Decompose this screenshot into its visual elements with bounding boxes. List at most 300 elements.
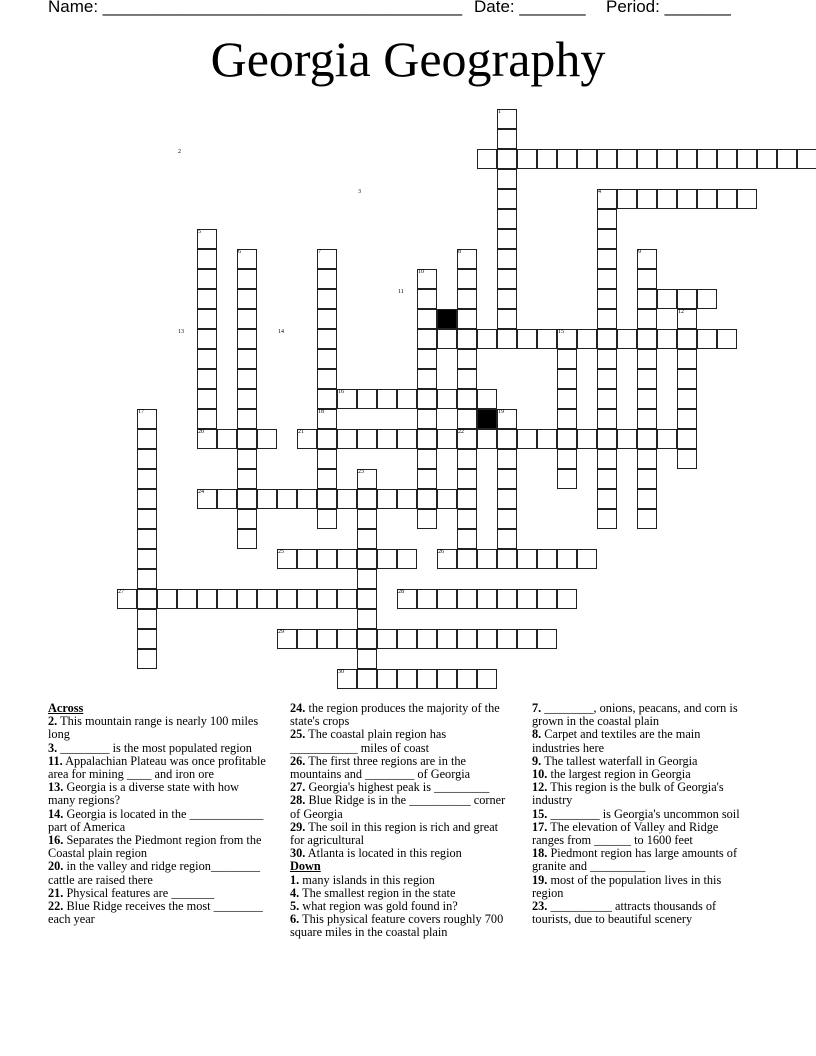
clue-text: Georgia is located in the ____________ part of America [48,806,264,834]
grid-cell[interactable] [417,389,437,409]
grid-cell[interactable] [417,289,437,309]
clue-label: 7. [532,701,542,715]
grid-cell[interactable] [417,469,437,489]
grid-cell[interactable] [517,629,537,649]
clue-label: 5. [290,899,300,914]
period-field[interactable]: Period: _______ [606,0,731,16]
grid-cell[interactable] [197,369,217,389]
grid-cell[interactable] [357,669,377,689]
grid-cell[interactable] [317,469,337,489]
clue-text: ________ is Georgia's uncommon soil [547,806,740,821]
grid-cell[interactable] [417,309,437,329]
black-cell [437,309,457,329]
clue [532,702,750,728]
grid-cell[interactable] [597,229,617,249]
grid-cell[interactable] [597,309,617,329]
grid-cell[interactable] [357,569,377,589]
grid-cell[interactable] [437,329,457,349]
grid-cell[interactable] [477,389,497,409]
grid-cell[interactable] [477,589,497,609]
grid-cell[interactable] [337,549,357,569]
grid-cell[interactable] [697,189,717,209]
grid-cell[interactable] [577,149,597,169]
grid-cell[interactable] [557,469,577,489]
black-cell [477,409,497,429]
grid-cell[interactable] [137,569,157,589]
clue-number: 24 [198,489,204,495]
grid-cell[interactable] [457,409,477,429]
grid-cell[interactable] [197,589,217,609]
grid-cell[interactable] [737,149,757,169]
grid-cell[interactable] [457,669,477,689]
grid-cell[interactable] [197,409,217,429]
grid-cell[interactable] [637,489,657,509]
clue-text: Blue Ridge is in the __________ corner of Georgia [290,793,506,821]
grid-cell[interactable] [557,149,577,169]
grid-cell[interactable] [497,289,517,309]
grid-cell[interactable] [537,589,557,609]
grid-cell[interactable] [677,149,697,169]
grid-cell[interactable] [517,549,537,569]
grid-cell[interactable] [497,189,517,209]
grid-cell[interactable] [317,509,337,529]
grid-cell[interactable] [497,489,517,509]
grid-cell[interactable] [457,389,477,409]
grid-cell[interactable] [177,589,197,609]
grid-cell[interactable] [377,389,397,409]
grid-cell[interactable] [417,669,437,689]
grid-cell[interactable] [617,429,637,449]
grid-cell[interactable] [457,449,477,469]
grid-cell[interactable] [677,349,697,369]
grid-cell[interactable] [237,589,257,609]
grid-cell[interactable] [657,189,677,209]
grid-cell[interactable] [417,329,437,349]
grid-cell[interactable] [437,429,457,449]
grid-cell[interactable] [337,629,357,649]
grid-cell[interactable] [397,549,417,569]
clue-text: The coastal plain region has ___________ miles of coast [290,727,447,755]
grid-cell[interactable] [457,269,477,289]
grid-cell[interactable] [637,149,657,169]
grid-cell[interactable] [317,349,337,369]
grid-cell[interactable] [197,329,217,349]
grid-cell[interactable] [597,469,617,489]
grid-cell[interactable] [637,469,657,489]
grid-cell[interactable] [557,449,577,469]
grid-cell[interactable] [197,269,217,289]
grid-cell[interactable] [577,549,597,569]
grid-cell[interactable] [637,509,657,529]
clue-number: 10 [418,269,424,275]
clue-text: Carpet and textiles are the main industries here [532,727,701,755]
clue [48,900,268,926]
grid-cell[interactable] [797,149,816,169]
grid-cell[interactable] [137,489,157,509]
grid-cell[interactable] [197,309,217,329]
grid-cell[interactable] [657,289,677,309]
grid-cell[interactable] [497,629,517,649]
grid-cell[interactable] [457,549,477,569]
grid-cell[interactable] [497,129,517,149]
clue-text: Appalachian Plateau was once profitable area for mining ____ and iron ore [48,753,266,782]
grid-cell[interactable] [137,549,157,569]
grid-cell[interactable] [237,469,257,489]
grid-cell[interactable] [637,449,657,469]
page-title: Georgia Geography [210,31,606,87]
grid-cell[interactable] [137,509,157,529]
grid-cell[interactable] [617,189,637,209]
grid-cell[interactable] [137,469,157,489]
clue [532,874,750,900]
grid-cell[interactable] [397,429,417,449]
grid-cell[interactable] [297,549,317,569]
grid-cell[interactable] [297,489,317,509]
grid-cell[interactable] [457,509,477,529]
grid-cell[interactable] [217,429,237,449]
grid-cell[interactable] [397,669,417,689]
grid-cell[interactable] [317,429,337,449]
grid-cell[interactable] [537,429,557,449]
grid-cell[interactable] [377,549,397,569]
grid-cell[interactable] [637,389,657,409]
grid-cell[interactable] [557,349,577,369]
grid-cell[interactable] [237,429,257,449]
grid-cell[interactable] [317,269,337,289]
clue [290,728,508,754]
clue-number: 19 [498,409,504,415]
grid-cell[interactable] [237,389,257,409]
clue-number: 25 [278,549,284,555]
grid-cell[interactable] [677,409,697,429]
grid-cell[interactable] [537,149,557,169]
grid-cell[interactable] [257,489,277,509]
grid-cell[interactable] [357,489,377,509]
grid-cell[interactable] [597,289,617,309]
grid-cell[interactable] [617,149,637,169]
grid-cell[interactable] [237,409,257,429]
grid-cell[interactable] [657,149,677,169]
clue [48,715,268,741]
grid-cell[interactable] [497,269,517,289]
grid-cell[interactable] [417,349,437,369]
grid-cell[interactable] [237,289,257,309]
grid-cell[interactable] [297,589,317,609]
grid-cell[interactable] [317,629,337,649]
grid-cell[interactable] [197,349,217,369]
grid-cell[interactable] [677,389,697,409]
grid-cell[interactable] [597,269,617,289]
grid-cell[interactable] [597,329,617,349]
grid-cell[interactable] [497,209,517,229]
grid-cell[interactable] [557,589,577,609]
grid-cell[interactable] [357,429,377,449]
grid-cell[interactable] [417,489,437,509]
grid-cell[interactable] [137,449,157,469]
grid-cell[interactable] [377,629,397,649]
grid-cell[interactable] [457,529,477,549]
clue-text: ________, onions, peacans, and corn is grown in the coastal plain [532,701,738,729]
grid-cell[interactable] [357,529,377,549]
grid-cell[interactable] [697,149,717,169]
grid-cell[interactable] [417,369,437,389]
clue-number: 26 [438,549,444,555]
grid-cell[interactable] [637,289,657,309]
across-heading: Across [48,701,84,715]
grid-cell[interactable] [637,329,657,349]
grid-cell[interactable] [497,589,517,609]
grid-cell[interactable] [557,549,577,569]
grid-cell[interactable] [597,149,617,169]
grid-cell[interactable] [477,669,497,689]
date-field[interactable]: Date: _______ [474,0,586,16]
grid-cell[interactable] [697,329,717,349]
grid-cell[interactable] [597,349,617,369]
grid-cell[interactable] [417,589,437,609]
grid-cell[interactable] [637,309,657,329]
grid-cell[interactable] [457,289,477,309]
grid-cell[interactable] [757,149,777,169]
clue-label: 22. [48,899,64,914]
clue [290,913,508,939]
grid-cell[interactable] [277,589,297,609]
grid-cell[interactable] [137,529,157,549]
grid-cell[interactable] [717,189,737,209]
grid-cell[interactable] [437,489,457,509]
grid-cell[interactable] [597,369,617,389]
grid-cell[interactable] [457,589,477,609]
clue-number: 11 [398,289,404,295]
grid-cell[interactable] [237,369,257,389]
grid-cell[interactable] [297,629,317,649]
grid-cell[interactable] [237,329,257,349]
grid-cell[interactable] [497,469,517,489]
grid-cell[interactable] [417,429,437,449]
grid-cell[interactable] [497,449,517,469]
grid-cell[interactable] [477,629,497,649]
grid-cell[interactable] [537,329,557,349]
grid-cell[interactable] [677,189,697,209]
grid-cell[interactable] [317,549,337,569]
grid-cell[interactable] [577,329,597,349]
clues-column-3 [532,702,750,926]
grid-cell[interactable] [597,389,617,409]
grid-cell[interactable] [417,449,437,469]
grid-cell[interactable] [317,289,337,309]
grid-cell[interactable] [597,449,617,469]
grid-cell[interactable] [317,589,337,609]
grid-cell[interactable] [277,489,297,509]
grid-cell[interactable] [317,329,337,349]
clue-text: Physical features are _______ [63,885,215,900]
grid-cell[interactable] [597,489,617,509]
grid-cell[interactable] [317,449,337,469]
grid-cell[interactable] [357,649,377,669]
grid-cell[interactable] [217,489,237,509]
clue-text: The first three regions are in the mountains and ________ of Georgia [290,753,471,782]
grid-cell[interactable] [477,329,497,349]
grid-cell[interactable] [377,489,397,509]
grid-cell[interactable] [317,489,337,509]
grid-cell[interactable] [357,549,377,569]
grid-cell[interactable] [137,429,157,449]
grid-cell[interactable] [517,589,537,609]
clue-text: the region produces the majority of the state's crops [290,701,500,729]
grid-cell[interactable] [237,489,257,509]
grid-cell[interactable] [597,249,617,269]
grid-cell[interactable] [677,329,697,349]
clue-label: 13. [48,780,64,795]
clue-text: Piedmont region has large amounts of granite and _________ [532,846,738,874]
grid-cell[interactable] [437,669,457,689]
grid-cell[interactable] [457,309,477,329]
grid-cell[interactable] [537,549,557,569]
grid-cell[interactable] [497,549,517,569]
grid-cell[interactable] [457,469,477,489]
name-field[interactable]: Name: ______________________________________ [48,0,463,16]
grid-cell[interactable] [357,629,377,649]
grid-cell[interactable] [497,329,517,349]
grid-cell[interactable] [457,489,477,509]
clue-label: 28. [290,793,306,808]
grid-cell[interactable] [517,329,537,349]
clue-label: 25. [290,727,306,742]
grid-cell[interactable] [677,449,697,469]
clue-number: 29 [278,629,284,635]
grid-cell[interactable] [357,589,377,609]
grid-cell[interactable] [717,329,737,349]
grid-cell[interactable] [237,349,257,369]
grid-cell[interactable] [557,389,577,409]
grid-cell[interactable] [517,429,537,449]
grid-cell[interactable] [677,429,697,449]
grid-cell[interactable] [497,309,517,329]
grid-cell[interactable] [497,149,517,169]
grid-cell[interactable] [497,229,517,249]
grid-cell[interactable] [397,489,417,509]
grid-cell[interactable] [257,589,277,609]
grid-cell[interactable] [497,429,517,449]
grid-cell[interactable] [417,509,437,529]
grid-cell[interactable] [237,269,257,289]
grid-cell[interactable] [417,409,437,429]
grid-cell[interactable] [457,349,477,369]
grid-cell[interactable] [197,389,217,409]
grid-cell[interactable] [637,189,657,209]
grid-cell[interactable] [657,329,677,349]
grid-cell[interactable] [457,369,477,389]
grid-cell[interactable] [637,409,657,429]
grid-cell[interactable] [597,509,617,529]
grid-cell[interactable] [677,289,697,309]
grid-cell[interactable] [457,629,477,649]
grid-cell[interactable] [397,389,417,409]
grid-cell[interactable] [137,649,157,669]
grid-cell[interactable] [597,409,617,429]
grid-cell[interactable] [197,249,217,269]
grid-cell[interactable] [317,369,337,389]
grid-cell[interactable] [417,629,437,649]
grid-cell[interactable] [317,389,337,409]
grid-cell[interactable] [237,309,257,329]
grid-cell[interactable] [337,489,357,509]
grid-cell[interactable] [557,369,577,389]
grid-cell[interactable] [637,369,657,389]
clue-number: 1 [498,109,501,115]
clue-number: 7 [318,249,321,255]
grid-cell[interactable] [397,629,417,649]
clue [290,821,508,847]
grid-cell[interactable] [377,429,397,449]
grid-cell[interactable] [137,629,157,649]
grid-cell[interactable] [497,529,517,549]
grid-cell[interactable] [317,309,337,329]
grid-cell[interactable] [477,149,497,169]
grid-cell[interactable] [357,609,377,629]
grid-cell[interactable] [557,429,577,449]
grid-cell[interactable] [737,189,757,209]
grid-cell[interactable] [697,289,717,309]
grid-cell[interactable] [637,429,657,449]
grid-cell[interactable] [537,629,557,649]
grid-cell[interactable] [597,209,617,229]
grid-cell[interactable] [637,269,657,289]
grid-cell[interactable] [497,169,517,189]
grid-cell[interactable] [717,149,737,169]
grid-cell[interactable] [477,549,497,569]
grid-cell[interactable] [597,429,617,449]
grid-cell[interactable] [377,669,397,689]
grid-cell[interactable] [197,289,217,309]
grid-cell[interactable] [497,249,517,269]
grid-cell[interactable] [437,389,457,409]
clue-number: 14 [278,329,284,335]
grid-cell[interactable] [497,509,517,529]
grid-cell[interactable] [637,349,657,369]
clue-number: 8 [458,249,461,255]
clue [48,834,268,860]
grid-cell[interactable] [157,589,177,609]
clue-label: 19. [532,872,548,887]
grid-cell[interactable] [437,629,457,649]
grid-cell[interactable] [137,589,157,609]
grid-cell[interactable] [257,429,277,449]
grid-cell[interactable] [237,449,257,469]
grid-cell[interactable] [237,529,257,549]
grid-cell[interactable] [337,589,357,609]
clue-number: 27 [118,589,124,595]
grid-cell[interactable] [677,369,697,389]
grid-cell[interactable] [437,589,457,609]
grid-cell[interactable] [477,429,497,449]
grid-cell[interactable] [657,429,677,449]
grid-cell[interactable] [577,429,597,449]
grid-cell[interactable] [457,329,477,349]
grid-cell[interactable] [337,429,357,449]
grid-cell[interactable] [557,409,577,429]
grid-cell[interactable] [517,149,537,169]
grid-cell[interactable] [617,329,637,349]
grid-cell[interactable] [237,509,257,529]
clue-text: Separates the Piedmont region from the Coastal plain region [48,833,262,861]
grid-cell[interactable] [357,389,377,409]
grid-cell[interactable] [357,509,377,529]
clue [532,821,750,847]
grid-cell[interactable] [777,149,797,169]
clue [48,755,268,781]
grid-cell[interactable] [217,589,237,609]
grid-cell[interactable] [137,609,157,629]
